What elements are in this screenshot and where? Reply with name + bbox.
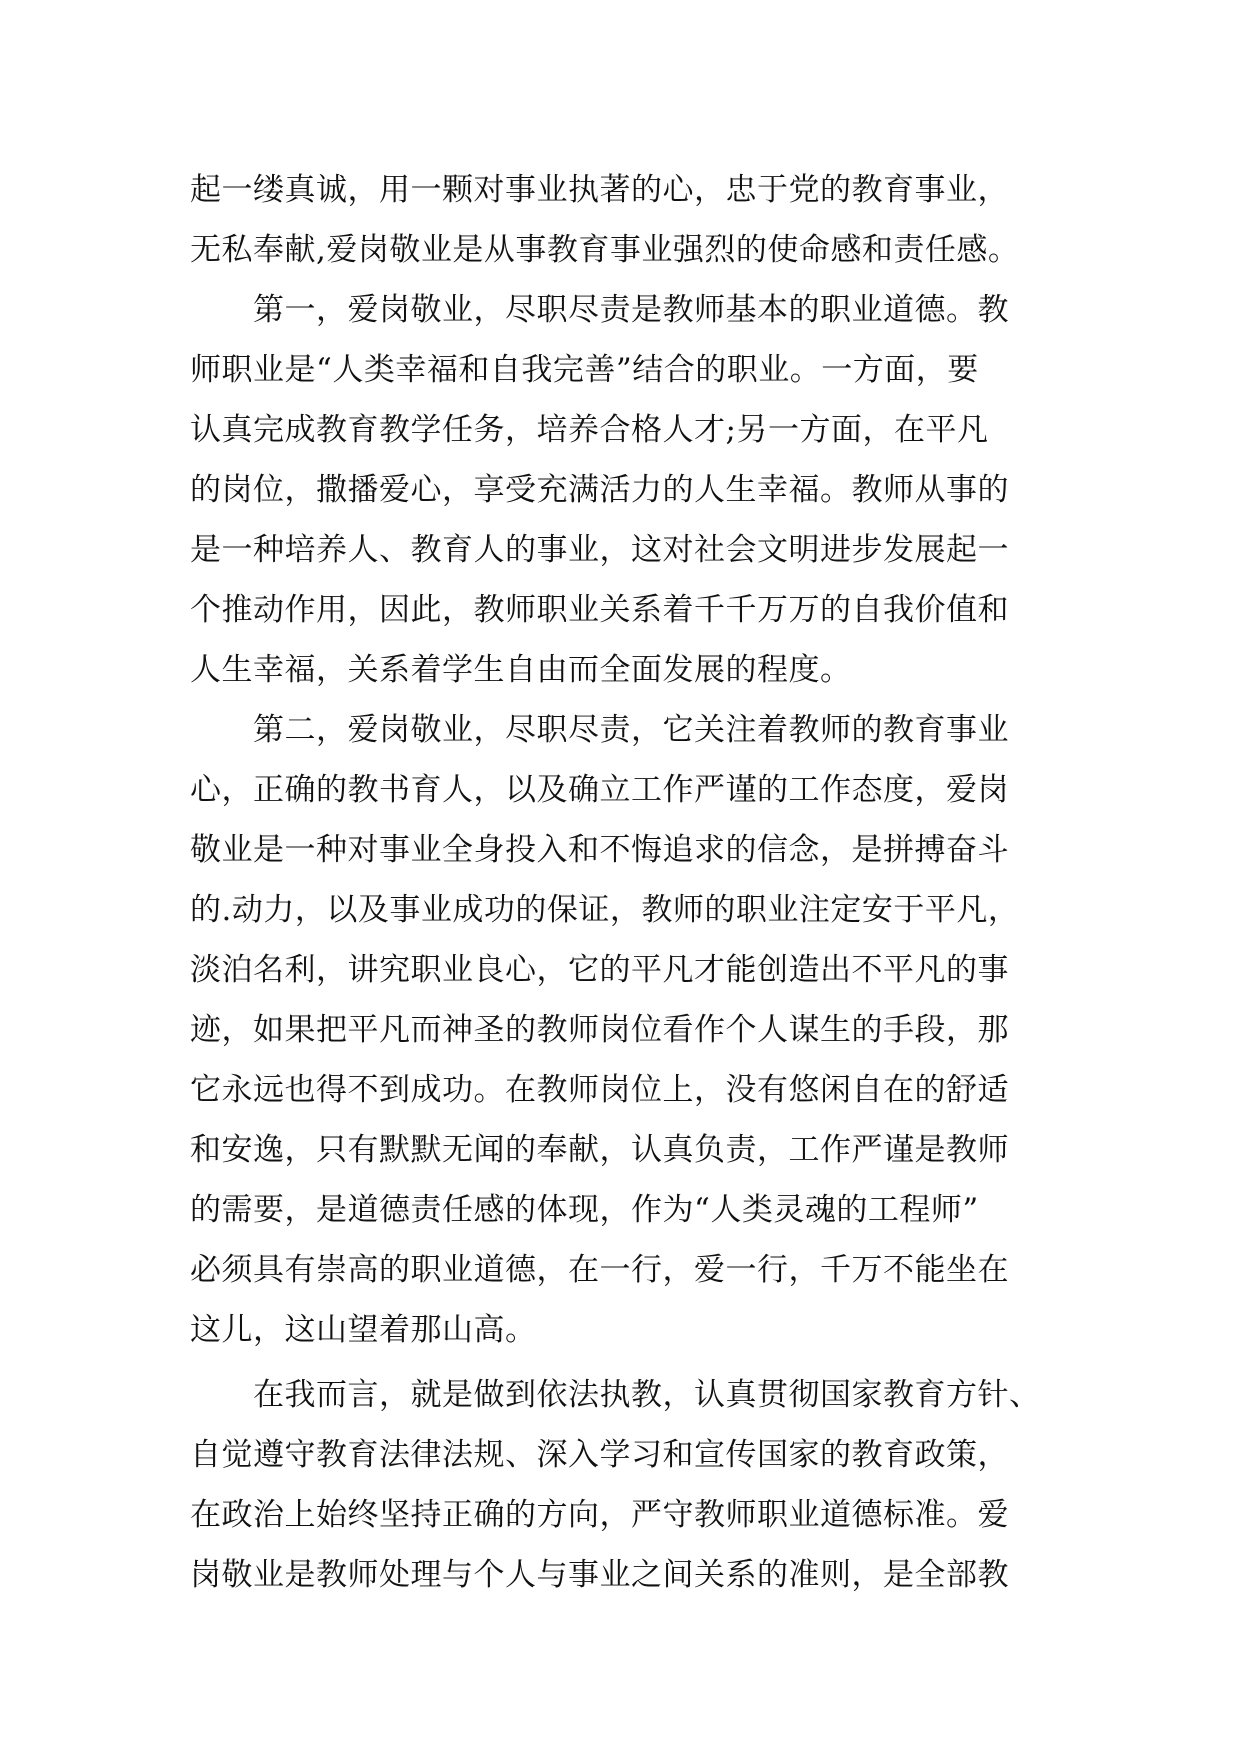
text-line: 个推动作用，因此，教师职业关系着千千万万的自我价值和 xyxy=(190,592,1009,628)
text-line: 师职业是“人类幸福和自我完善”结合的职业。一方面，要 xyxy=(190,352,979,388)
text-line: 岗敬业是教师处理与个人与事业之间关系的准则，是全部教 xyxy=(190,1557,1009,1593)
text-line: 和安逸，只有默默无闻的奉献，认真负责，工作严谨是教师 xyxy=(190,1132,1009,1168)
text-line: 心，正确的教书育人，以及确立工作严谨的工作态度，爱岗 xyxy=(190,772,1009,808)
text-line: 起一缕真诚，用一颗对事业执著的心，忠于党的教育事业， xyxy=(190,172,1009,208)
text-line: 淡泊名利，讲究职业良心，它的平凡才能创造出不平凡的事 xyxy=(190,952,1009,988)
text-line: 第二，爱岗敬业，尽职尽责，它关注着教师的教育事业 xyxy=(190,712,1009,748)
text-line: 在政治上始终坚持正确的方向，严守教师职业道德标准。爱 xyxy=(190,1497,1009,1533)
text-line: 是一种培养人、教育人的事业，这对社会文明进步发展起一 xyxy=(190,532,1009,568)
text-line: 的.动力，以及事业成功的保证，教师的职业注定安于平凡， xyxy=(190,892,1020,928)
text-line: 自觉遵守教育法律法规、深入学习和宣传国家的教育政策， xyxy=(190,1437,1009,1473)
text-line: 这儿，这山望着那山高。 xyxy=(190,1312,537,1348)
text-line: 人生幸福，关系着学生自由而全面发展的程度。 xyxy=(190,652,852,688)
text-line: 认真完成教育教学任务，培养合格人才;另一方面，在平凡 xyxy=(190,412,989,448)
text-line: 敬业是一种对事业全身投入和不悔追求的信念，是拼搏奋斗 xyxy=(190,832,1009,868)
text-line: 它永远也得不到成功。在教师岗位上，没有悠闲自在的舒适 xyxy=(190,1072,1009,1108)
text-line: 必须具有崇高的职业道德，在一行，爱一行，千万不能坐在 xyxy=(190,1252,1009,1288)
text-line: 迹，如果把平凡而神圣的教师岗位看作个人谋生的手段，那 xyxy=(190,1012,1009,1048)
text-line: 的需要，是道德责任感的体现，作为“人类灵魂的工程师” xyxy=(190,1192,979,1228)
text-line: 的岗位，撒播爱心，享受充满活力的人生幸福。教师从事的 xyxy=(190,472,1009,508)
text-line: 无私奉献,爱岗敬业是从事教育事业强烈的使命感和责任感。 xyxy=(190,232,1020,268)
text-line: 第一，爱岗敬业，尽职尽责是教师基本的职业道德。教 xyxy=(190,292,1009,328)
text-line: 在我而言，就是做到依法执教，认真贯彻国家教育方针、 xyxy=(190,1377,1041,1413)
